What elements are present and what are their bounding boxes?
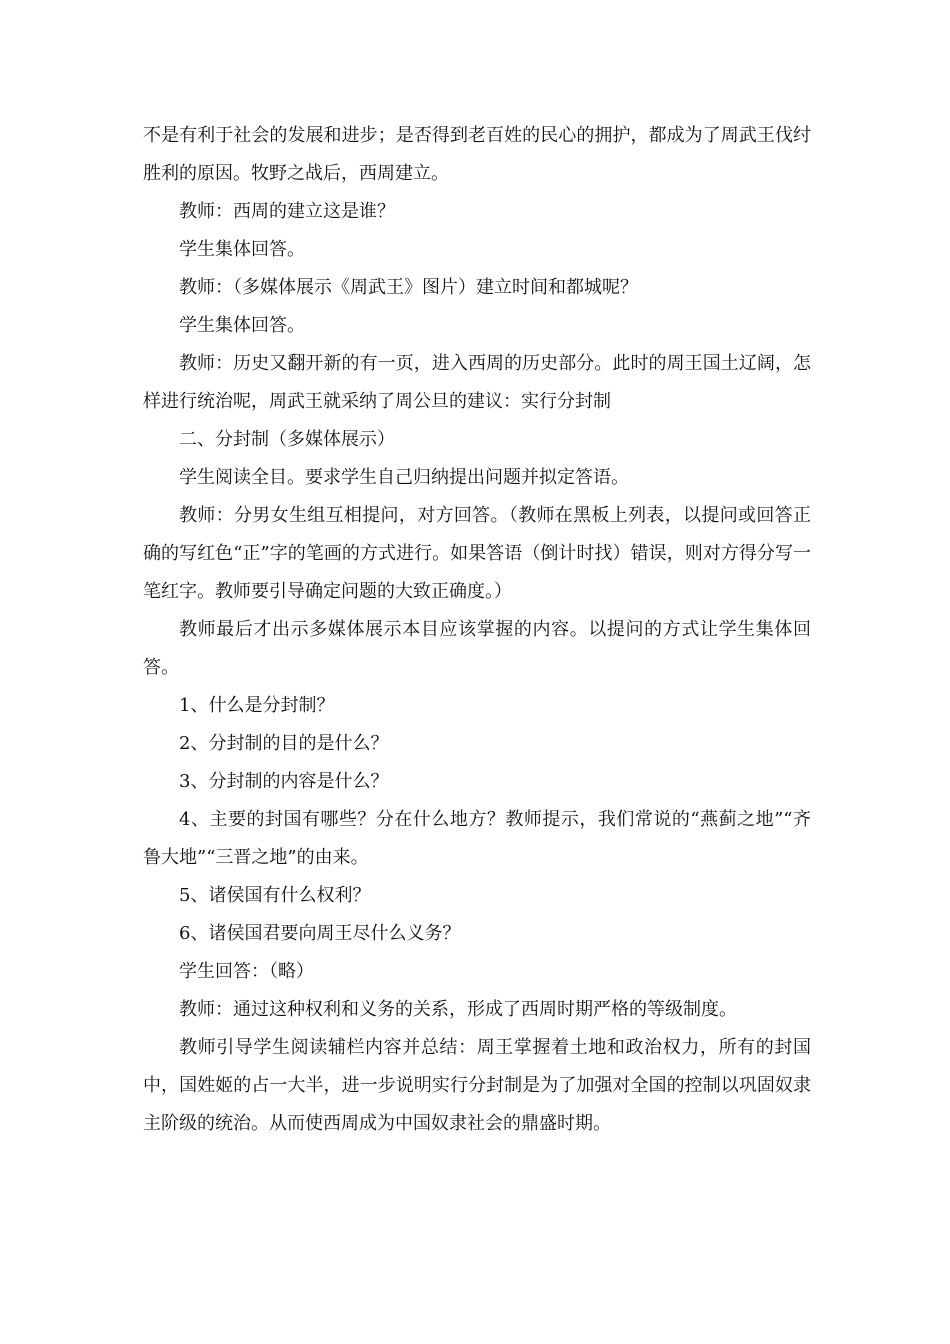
section-heading: 二、分封制（多媒体展示） [179,429,395,450]
document-body [143,117,811,1143]
question-6: 6、诸侯国君要向周王尽什么义务？ [179,923,461,944]
paragraph-5: 学生集体回答。 [179,315,305,336]
question-4: 4、主要的封国有哪些？分在什么地方？教师提示，我们常说的“燕蓟之地”“齐鲁大地”“三晋之地”的由来。 [143,809,811,868]
paragraph-3: 学生集体回答。 [179,239,305,260]
paragraph-1: 不是有利于社会的发展和进步；是否得到老百姓的民心的拥护，都成为了周武王伐纣胜利的原因。牧野之战后，西周建立。 [143,125,811,184]
paragraph-8: 学生阅读全目。要求学生自己归纳提出问题并拟定答语。 [179,467,629,488]
paragraph-9: 教师：分男女生组互相提问，对方回答。（教师在黑板上列表，以提问或回答正确的写红色“正”字的笔画的方式进行。如果答语（倒计时找）错误，则对方得分写一笔红字。教师要引导确定问题的大致正确度。） [143,505,811,602]
paragraph-2: 教师：西周的建立这是谁？ [179,201,395,222]
paragraph-4: 教师：（多媒体展示《周武王》图片）建立时间和都城呢？ [179,277,638,298]
question-2: 2、分封制的目的是什么？ [179,733,389,754]
question-1: 1、什么是分封制？ [179,695,335,716]
paragraph-18: 教师：通过这种权利和义务的关系，形成了西周时期严格的等级制度。 [179,999,737,1020]
paragraph-19: 教师引导学生阅读辅栏内容并总结：周王掌握着土地和政治权力，所有的封国中，国姓姬的占一大半，进一步说明实行分封制是为了加强对全国的控制以巩固奴隶主阶级的统治。从而使西周成为中国奴隶社会的鼎盛时期。 [143,1037,811,1134]
question-3: 3、分封制的内容是什么？ [179,771,389,792]
question-5: 5、诸侯国有什么权利？ [179,885,371,906]
paragraph-10: 教师最后才出示多媒体展示本目应该掌握的内容。以提问的方式让学生集体回答。 [143,619,811,678]
paragraph-6: 教师：历史又翻开新的有一页，进入西周的历史部分。此时的周王国土辽阔，怎样进行统治呢，周武王就采纳了周公旦的建议：实行分封制 [143,353,811,412]
paragraph-17: 学生回答：（略） [179,961,314,982]
